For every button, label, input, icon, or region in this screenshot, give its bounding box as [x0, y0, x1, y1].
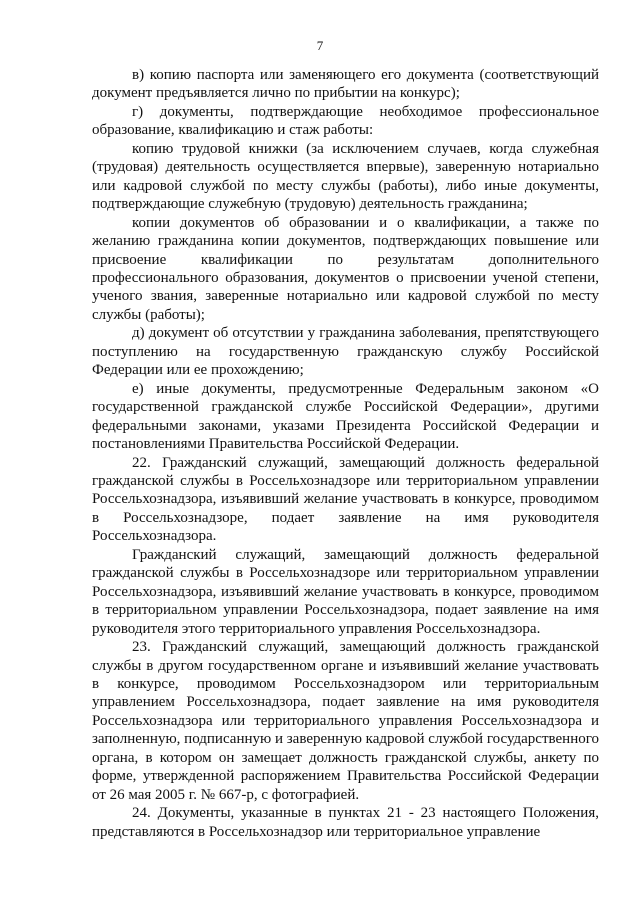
paragraph-education-copies: копии документов об образовании и о квалификации, а также по желанию гражданина копии документов, подтверждающих повышение или присвоение квалификации по результатам дополнительного профессионального образования, документов о присвоении ученой степени, ученого звания, заверенные нотариально или кадровой службой по месту службы (работы); — [92, 214, 599, 323]
document-body — [92, 66, 599, 841]
paragraph-23: 23. Гражданский служащий, замещающий должность гражданской службы в другом государственном органе и изъявивший желание участвовать в конкурсе, проводимом Россельхознадзором или территориальным управлением Россельхознадзора, подает заявление на имя руководителя Россельхознадзора или территориального управления Россельхознадзора и заполненную, подписанную и заверенную кадровой службой государственного органа, в котором он замещает должность гражданской службы, анкету по форме, утвержденной распоряжением Правительства Российской Федерации от 26 мая 2005 г. № 667-р, с фотографией. — [92, 639, 599, 803]
paragraph-22: 22. Гражданский служащий, замещающий должность федеральной гражданской службы в Россельхознадзоре или территориальном управлении Россельхознадзора, изъявивший желание участвовать в конкурсе, проводимом в Россельхознадзоре, подает заявление на имя руководителя Россельхознадзора. — [92, 454, 599, 545]
paragraph-22-territorial: Гражданский служащий, замещающий должность федеральной гражданской службы в Россельхознадзоре или территориальном управлении Россельхознадзора, изъявивший желание участвовать в конкурсе, проводимом в территориальном управлении Россельхознадзора, подает заявление на имя руководителя этого территориального управления Россельхознадзора. — [92, 546, 599, 637]
paragraph-e-other-documents: е) иные документы, предусмотренные Федеральным законом «О государственной гражданской службе Российской Федерации», другими федеральными законами, указами Президента Российской Федерации и постановлениями Правительства Российской Федерации. — [92, 380, 599, 453]
paragraph-g-documents: г) документы, подтверждающие необходимое профессиональное образование, квалификацию и стаж работы: — [92, 103, 599, 139]
paragraph-d-health: д) документ об отсутствии у гражданина заболевания, препятствующего поступлению на государственную гражданскую службу Российской Федерации или ее прохождению; — [92, 325, 599, 379]
paragraph-work-book-copy: копию трудовой книжки (за исключением случаев, когда служебная (трудовая) деятельность осуществляется впервые), заверенную нотариально или кадровой службой по месту службы (работы), либо иные документы, подтверждающие служебную (трудовую) деятельность гражданина; — [92, 140, 599, 213]
paragraph-v-passport: в) копию паспорта или заменяющего его документа (соответствующий документ предъявляется лично по прибытии на конкурс); — [92, 67, 599, 102]
paragraph-24: 24. Документы, указанные в пунктах 21 - 23 настоящего Положения, представляются в Россельхознадзор или территориальное управление — [92, 805, 599, 840]
page-number: 7 — [316, 38, 324, 53]
